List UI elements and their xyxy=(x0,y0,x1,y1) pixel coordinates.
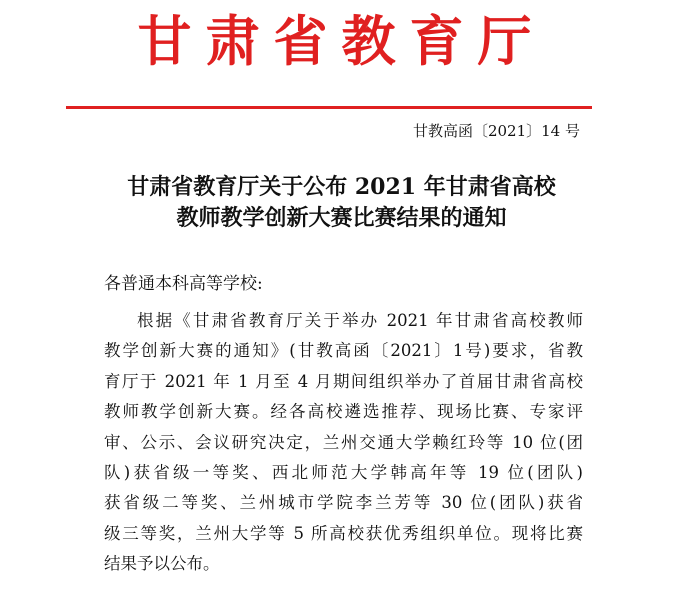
body-line: 获省级二等奖、兰州城市学院李兰芳等 30 位(团队)获省 xyxy=(104,493,583,513)
document-title xyxy=(0,172,683,234)
body-line: 教学创新大赛的通知》(甘教高函〔2021〕1号)要求，省教 xyxy=(104,341,583,361)
document-number: 甘教高函〔2021〕14 号 xyxy=(412,122,580,140)
body-line: 教师教学创新大赛。经各高校遴选推荐、现场比赛、专家评 xyxy=(104,402,583,422)
body-line: 队)获省级一等奖、西北师范大学韩高年等 19 位(团队) xyxy=(104,462,583,482)
title-line-2: 教师教学创新大赛比赛结果的通知 xyxy=(176,205,507,231)
body-paragraph xyxy=(104,306,583,580)
salutation: 各普通本科高等学校: xyxy=(104,274,263,294)
issuer-header: 甘肃省教育厅 xyxy=(137,10,546,73)
body-line: 育厅于 2021 年 1 月至 4 月期间组织举办了首届甘肃省高校 xyxy=(104,371,583,391)
red-divider-line xyxy=(66,106,592,109)
body-line: 级三等奖，兰州大学等 5 所高校获优秀组织单位。现将比赛 xyxy=(104,523,583,543)
title-line-1: 甘肃省教育厅关于公布 2021 年甘肃省高校 xyxy=(127,174,556,200)
body-line: 根据《甘肃省教育厅关于举办 2021 年甘肃省高校教师 xyxy=(137,311,583,330)
body-line: 结果予以公布。 xyxy=(104,554,220,574)
body-line: 审、公示、会议研究决定，兰州交通大学赖红玲等 10 位(团 xyxy=(104,432,583,452)
